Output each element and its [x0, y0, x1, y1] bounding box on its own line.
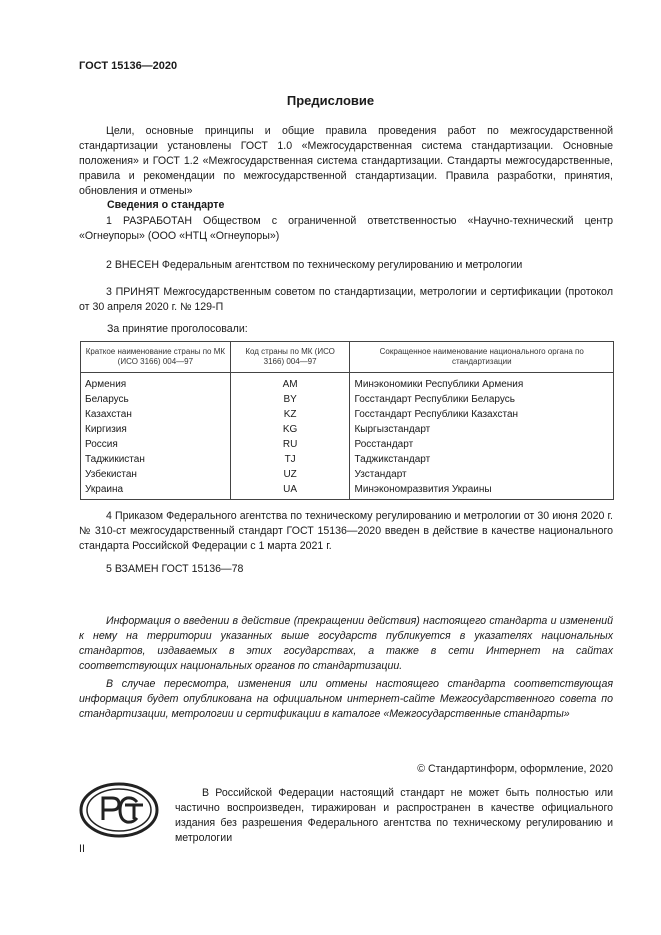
- country-code: AM: [230, 373, 350, 393]
- item-developed: 1 РАЗРАБОТАН Обществом с ограниченной ответственностью «Научно-технический центр «Огнеупоры» (ООО «НТЦ «Огнеупоры»): [79, 215, 613, 242]
- item-replaces: 5 ВЗАМЕН ГОСТ 15136—78: [106, 563, 244, 575]
- country-code: KG: [230, 422, 350, 437]
- standards-authority: Госстандарт Республики Беларусь: [350, 392, 614, 407]
- country-name: Киргизия: [81, 422, 231, 437]
- table-row: [81, 392, 614, 407]
- country-code: BY: [230, 392, 350, 407]
- rst-certification-logo-icon: [79, 782, 159, 838]
- standards-authority: Минэкономики Республики Армения: [350, 373, 614, 393]
- item-adopted: 3 ПРИНЯТ Межгосударственным советом по стандартизации, метрологии и сертификации (протокол от 30 апреля 2020 г. № 129-П: [79, 286, 613, 313]
- column-header-authority: Сокращенное наименование национального органа по стандартизации: [350, 342, 614, 373]
- standards-authority: Росстандарт: [350, 437, 614, 452]
- item-enacted: 4 Приказом Федерального агентства по техническому регулированию и метрологии от 30 июня 2020 г. № 310-ст межгосударственный стандарт ГОСТ 15136—2020 введен в действие в качестве национального стандарта Российской Федерации с 1 марта 2021 г.: [79, 510, 613, 552]
- standards-authority: Таджикстандарт: [350, 452, 614, 467]
- column-header-country: Краткое наименование страны по МК (ИСО 3166) 004—97: [81, 342, 231, 373]
- copyright-notice: © Стандартинформ, оформление, 2020: [417, 763, 613, 775]
- table-row: [81, 437, 614, 452]
- country-code: UZ: [230, 467, 350, 482]
- country-code: UA: [230, 482, 350, 500]
- page-title: Предисловие: [286, 93, 375, 108]
- legal-notice: В Российской Федерации настоящий стандарт не может быть полностью или частично воспроизведен, тиражирован и распространен в качестве официального издания без разрешения Федерального агентства по техническому регулированию и метрологии: [175, 787, 613, 844]
- country-code: KZ: [230, 407, 350, 422]
- page-number: II: [79, 843, 85, 855]
- standards-authority: Госстандарт Республики Казахстан: [350, 407, 614, 422]
- table-row: [81, 452, 614, 467]
- country-name: Узбекистан: [81, 467, 231, 482]
- table-row: [81, 422, 614, 437]
- column-header-code: Код страны по МК (ИСО 3166) 004—97: [230, 342, 350, 373]
- table-row: [81, 482, 614, 500]
- country-name: Россия: [81, 437, 231, 452]
- table-header-row: [81, 342, 614, 373]
- country-name: Казахстан: [81, 407, 231, 422]
- country-code: TJ: [230, 452, 350, 467]
- table-row: [81, 373, 614, 393]
- table-row: [81, 467, 614, 482]
- voted-label: За принятие проголосовали:: [107, 323, 248, 335]
- country-code: RU: [230, 437, 350, 452]
- country-name: Армения: [81, 373, 231, 393]
- table-row: [81, 407, 614, 422]
- standards-authority: Минэкономразвития Украины: [350, 482, 614, 500]
- item-introduced: 2 ВНЕСЕН Федеральным агентством по техническому регулированию и метрологии: [106, 259, 523, 271]
- voting-countries-table: [80, 341, 614, 500]
- country-name: Беларусь: [81, 392, 231, 407]
- standards-authority: Узстандарт: [350, 467, 614, 482]
- intro-paragraph: Цели, основные принципы и общие правила проведения работ по межгосударственной стандартизации установлены ГОСТ 1.0 «Межгосударственная система стандартизации. Основные положения» и ГОСТ 1.2 «Межгосударственная система стандартизации. Стандарты межгосударственные, правила и рекомендации по межгосударственной стандартизации. Правила разработки, принятия, обновления и отмены»: [79, 125, 613, 197]
- standards-authority: Кыргызстандарт: [350, 422, 614, 437]
- info-paragraph-publication: Информация о введении в действие (прекращении действия) настоящего стандарта и изменений к нему на территории указанных выше государств публикуется в указателях национальных стандартов, издаваемых в этих государствах, а также в сети Интернет на сайтах соответствующих национальных органов по стандартизации.: [79, 615, 613, 672]
- document-header-id: ГОСТ 15136—2020: [79, 60, 178, 72]
- country-name: Украина: [81, 482, 231, 500]
- country-name: Таджикистан: [81, 452, 231, 467]
- section-subheading: Сведения о стандарте: [107, 199, 225, 211]
- info-paragraph-revision: В случае пересмотра, изменения или отмены настоящего стандарта соответствующая информация будет опубликована на официальном интернет-сайте Межгосударственного совета по стандартизации, метрологии и сертификации в каталоге «Межгосударственные стандарты»: [79, 678, 613, 720]
